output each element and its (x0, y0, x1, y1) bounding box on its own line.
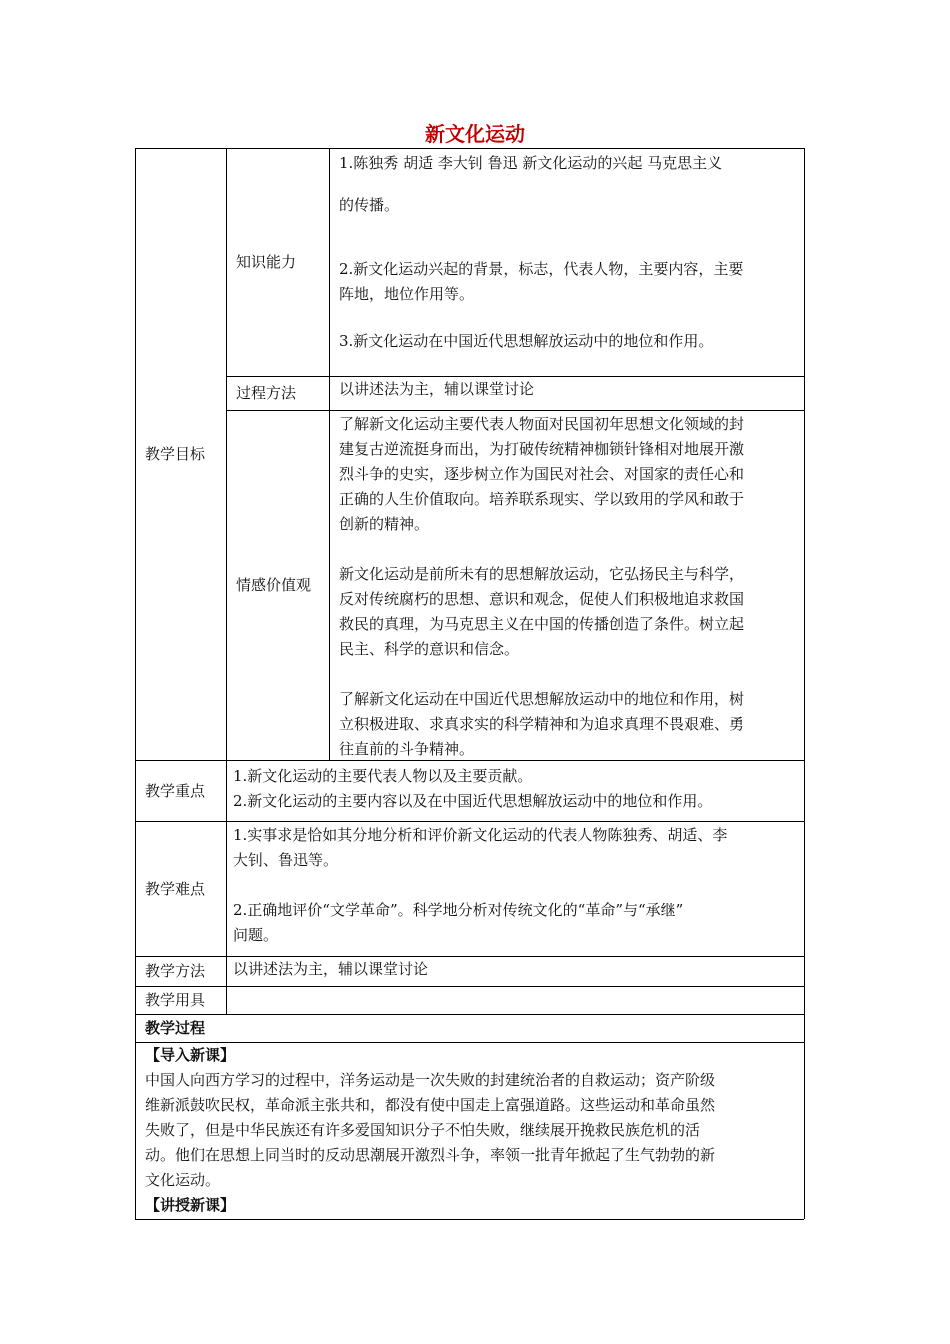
table-border-bottom (135, 1219, 804, 1220)
intro-heading: 【导入新课】 (145, 1046, 236, 1064)
process-content-block (145, 1043, 800, 1218)
method-label: 教学方法 (145, 962, 206, 980)
intro-line: 失败了，但是中华民族还有许多爱国知识分子不怕失败，继续展开挽救民族危机的活 (145, 1121, 701, 1139)
knowledge-line: 的传播。 (339, 196, 400, 214)
knowledge-content (339, 151, 801, 354)
row-divider (135, 821, 804, 822)
emotion-line: 正确的人生价值取向。培养联系现实、学以致用的学风和敢于 (339, 490, 745, 508)
new-lesson-heading: 【讲授新课】 (145, 1196, 236, 1214)
tools-label: 教学用具 (145, 991, 206, 1009)
intro-line: 维新派鼓吹民权，革命派主张共和，都没有使中国走上富强道路。这些运动和革命虽然 (145, 1096, 716, 1114)
difficulties-label: 教学难点 (145, 879, 206, 898)
table-border-right (804, 148, 805, 1219)
keypoint-line: 1.新文化运动的主要代表人物以及主要贡献。 (233, 767, 533, 785)
emotion-content (339, 412, 801, 762)
knowledge-line: 3.新文化运动在中国近代思想解放运动中的地位和作用。 (339, 332, 714, 350)
method-content: 以讲述法为主，辅以课堂讨论 (233, 960, 429, 978)
difficulty-line: 2.正确地评价“文学革命”。科学地分析对传统文化的“革命”与“承继” (233, 901, 684, 919)
emotion-line: 民主、科学的意识和信念。 (339, 640, 520, 658)
goals-label: 教学目标 (145, 444, 206, 463)
process-content: 以讲述法为主，辅以课堂讨论 (339, 380, 535, 398)
emotion-line: 往直前的斗争精神。 (339, 740, 475, 758)
emotion-line: 立积极进取、求真求实的科学精神和为追求真理不畏艰难、勇 (339, 715, 745, 733)
knowledge-label: 知识能力 (236, 252, 297, 271)
intro-line: 动。他们在思想上同当时的反动思潮展开激烈斗争，率领一批青年掀起了生气勃勃的新 (145, 1146, 716, 1164)
process-label: 过程方法 (236, 384, 297, 402)
knowledge-line: 1.陈独秀 胡适 李大钊 鲁迅 新文化运动的兴起 马克思主义 (339, 154, 723, 172)
knowledge-line: 阵地，地位作用等。 (339, 285, 475, 303)
column-divider (329, 148, 330, 760)
emotion-line: 救民的真理，为马克思主义在中国的传播创造了条件。树立起 (339, 615, 745, 633)
difficulties-content (233, 823, 801, 948)
intro-line: 中国人向西方学习的过程中，洋务运动是一次失败的封建统治者的自救运动；资产阶级 (145, 1071, 716, 1089)
difficulty-line: 1.实事求是恰如其分地分析和评价新文化运动的代表人物陈独秀、胡适、李 (233, 826, 728, 844)
emotion-line: 创新的精神。 (339, 515, 430, 533)
difficulty-line: 大钊、鲁迅等。 (233, 851, 339, 869)
emotion-line: 了解新文化运动主要代表人物面对民国初年思想文化领域的封 (339, 415, 745, 433)
keypoint-line: 2.新文化运动的主要内容以及在中国近代思想解放运动中的地位和作用。 (233, 792, 713, 810)
keypoints-label: 教学重点 (145, 781, 206, 800)
difficulty-line: 问题。 (233, 926, 279, 944)
emotion-line: 了解新文化运动在中国近代思想解放运动中的地位和作用，树 (339, 690, 745, 708)
knowledge-line: 2.新文化运动兴起的背景，标志，代表人物，主要内容，主要 (339, 260, 744, 278)
row-divider (135, 986, 804, 987)
emotion-line: 反对传统腐朽的思想、意识和观念，促使人们积极地追求救国 (339, 590, 745, 608)
emotion-line: 建复古逆流挺身而出，为打破传统精神枷锁针锋相对地展开激 (339, 440, 745, 458)
process-heading: 教学过程 (145, 1019, 206, 1037)
emotion-line: 新文化运动是前所未有的思想解放运动，它弘扬民主与科学， (339, 565, 745, 583)
emotion-label: 情感价值观 (236, 576, 312, 594)
emotion-line: 烈斗争的史实，逐步树立作为国民对社会、对国家的责任心和 (339, 465, 745, 483)
page-title: 新文化运动 (425, 122, 525, 146)
intro-line: 文化运动。 (145, 1171, 221, 1189)
keypoints-content (233, 764, 801, 814)
